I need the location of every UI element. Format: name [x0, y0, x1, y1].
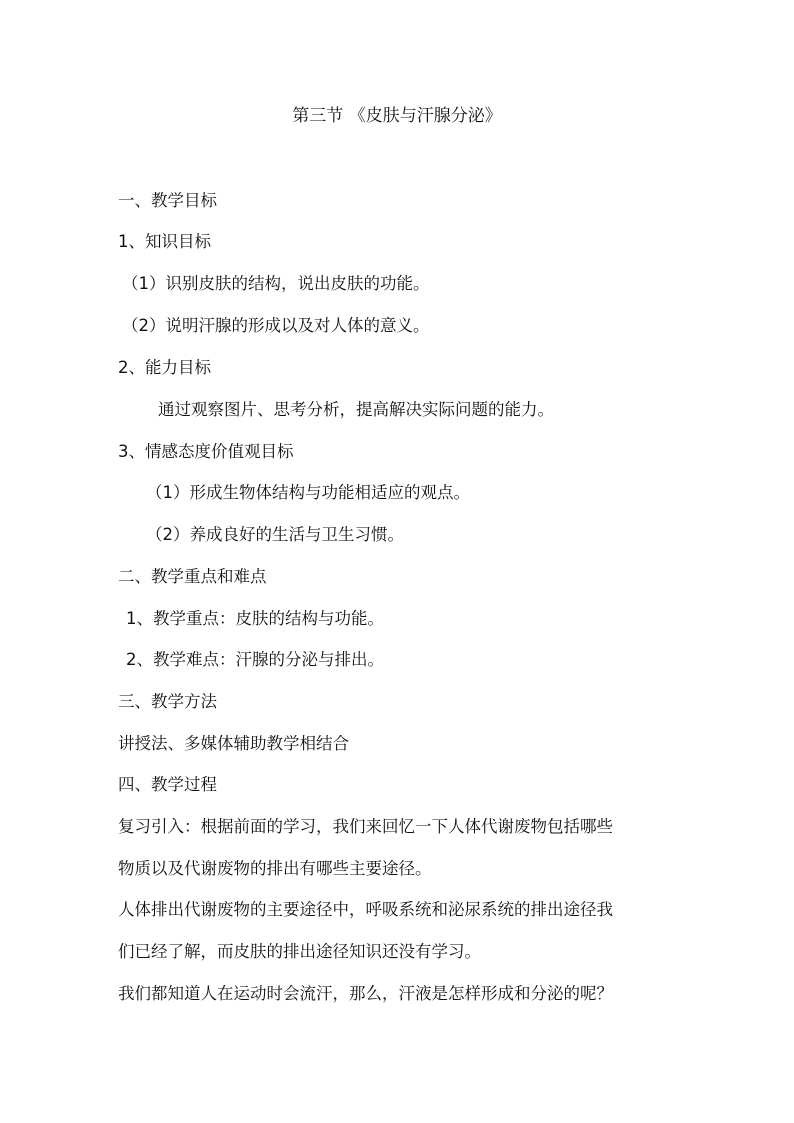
paragraph-ability: 通过观察图片、思考分析，提高解决实际问题的能力。 — [158, 400, 554, 419]
paragraph-review-line-1: 复习引入：根据前面的学习，我们来回忆一下人体代谢废物包括哪些 — [118, 817, 613, 836]
list-item-knowledge-2: （2）说明汗腺的形成以及对人体的意义。 — [122, 316, 430, 335]
subheading-ability-objectives: 2、能力目标 — [118, 358, 211, 377]
paragraph-excretion-line-2: 们已经了解，而皮肤的排出途径知识还没有学习。 — [118, 942, 481, 961]
list-item-key-point: 1、教学重点：皮肤的结构与功能。 — [126, 609, 384, 628]
paragraph-sweat-question: 我们都知道人在运动时会流汗，那么，汗液是怎样形成和分泌的呢？ — [118, 984, 613, 1003]
section-heading-objectives: 一、教学目标 — [118, 191, 217, 210]
subheading-attitude-objectives: 3、情感态度价值观目标 — [118, 442, 294, 461]
list-item-attitude-1: （1）形成生物体结构与功能相适应的观点。 — [146, 483, 470, 502]
section-heading-key-points: 二、教学重点和难点 — [118, 567, 267, 586]
list-item-difficult-point: 2、教学难点：汗腺的分泌与排出。 — [126, 650, 384, 669]
paragraph-methods: 讲授法、多媒体辅助教学相结合 — [118, 734, 349, 753]
section-heading-process: 四、教学过程 — [118, 775, 217, 794]
paragraph-review-line-2: 物质以及代谢废物的排出有哪些主要途径。 — [118, 859, 432, 878]
list-item-attitude-2: （2）养成良好的生活与卫生习惯。 — [146, 525, 404, 544]
page-title: 第三节 《皮肤与汗腺分泌》 — [292, 106, 502, 126]
subheading-knowledge-objectives: 1、知识目标 — [118, 232, 211, 251]
paragraph-excretion-line-1: 人体排出代谢废物的主要途径中，呼吸系统和泌尿系统的排出途径我 — [118, 900, 613, 919]
list-item-knowledge-1: （1）识别皮肤的结构，说出皮肤的功能。 — [122, 274, 430, 293]
section-heading-methods: 三、教学方法 — [118, 692, 217, 711]
